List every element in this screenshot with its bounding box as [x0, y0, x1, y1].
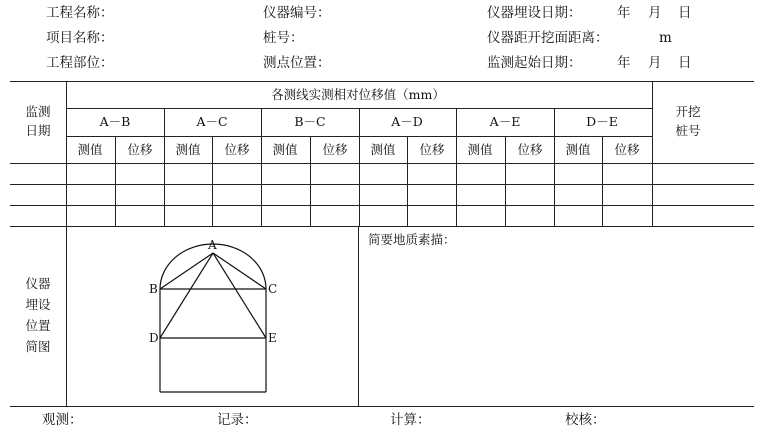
install-day-unit: 日 — [678, 5, 692, 21]
distance-unit: m — [659, 30, 672, 46]
start-date-label: 监测起始日期： — [487, 55, 582, 71]
point-position-label: 测点位置： — [263, 55, 331, 71]
sub-measured: 测值 — [565, 142, 591, 157]
part-label: 工程部位： — [46, 55, 114, 71]
pile-no-label: 桩号： — [263, 30, 304, 46]
sub-measured: 测值 — [467, 142, 493, 157]
record-label: 记录： — [217, 412, 258, 428]
measure-line-ab — [160, 253, 213, 289]
sub-displacement: 位移 — [517, 142, 543, 157]
sub-displacement: 位移 — [224, 142, 250, 157]
sub-displacement: 位移 — [322, 142, 348, 157]
excavation-pile-header-1: 开挖 — [675, 104, 701, 119]
start-year-unit: 年 — [617, 55, 631, 71]
geology-label: 简要地质素描： — [368, 232, 456, 247]
distance-label: 仪器距开挖面距离： — [487, 30, 609, 46]
sub-displacement: 位移 — [127, 142, 153, 157]
sketch-label-4: 简图 — [25, 339, 51, 354]
sub-displacement: 位移 — [614, 142, 640, 157]
observe-label: 观测： — [42, 412, 83, 428]
start-day-unit: 日 — [678, 55, 692, 71]
project-name-label: 工程名称： — [46, 5, 114, 21]
line-header-bc: B－C — [294, 114, 326, 129]
sub-displacement: 位移 — [419, 142, 445, 157]
install-year-unit: 年 — [617, 5, 631, 21]
point-c-label: C — [268, 282, 278, 296]
monitor-date-header-2: 日期 — [25, 123, 51, 138]
excavation-pile-header-2: 桩号 — [675, 123, 701, 138]
install-date-label: 仪器埋设日期： — [487, 5, 582, 21]
line-header-ad: A－D — [391, 114, 423, 129]
line-header-ae: A－E — [489, 114, 521, 129]
instrument-no-label: 仪器编号： — [263, 5, 331, 21]
point-d-label: D — [149, 331, 159, 345]
point-b-label: B — [149, 282, 158, 296]
calculate-label: 计算： — [390, 412, 431, 428]
check-label: 校核： — [565, 412, 606, 428]
measure-line-ac — [213, 253, 266, 289]
monitor-date-header-1: 监测 — [25, 104, 51, 119]
point-e-label: E — [268, 331, 277, 345]
sketch-label-1: 仪器 — [25, 276, 51, 291]
sub-measured: 测值 — [370, 142, 396, 157]
point-a-label: A — [208, 238, 217, 252]
sub-measured: 测值 — [272, 142, 298, 157]
item-name-label: 项目名称： — [46, 30, 114, 46]
sketch-label-2: 埋设 — [25, 297, 51, 312]
line-header-de: D－E — [586, 114, 618, 129]
line-header-ac: A－C — [196, 114, 228, 129]
group-title: 各测线实测相对位移值（mm） — [271, 87, 445, 102]
sketch-label-3: 位置 — [25, 318, 51, 333]
start-month-unit: 月 — [648, 55, 662, 71]
line-header-ab: A－B — [99, 114, 131, 129]
sub-measured: 测值 — [77, 142, 103, 157]
sub-measured: 测值 — [175, 142, 201, 157]
install-month-unit: 月 — [648, 5, 662, 21]
